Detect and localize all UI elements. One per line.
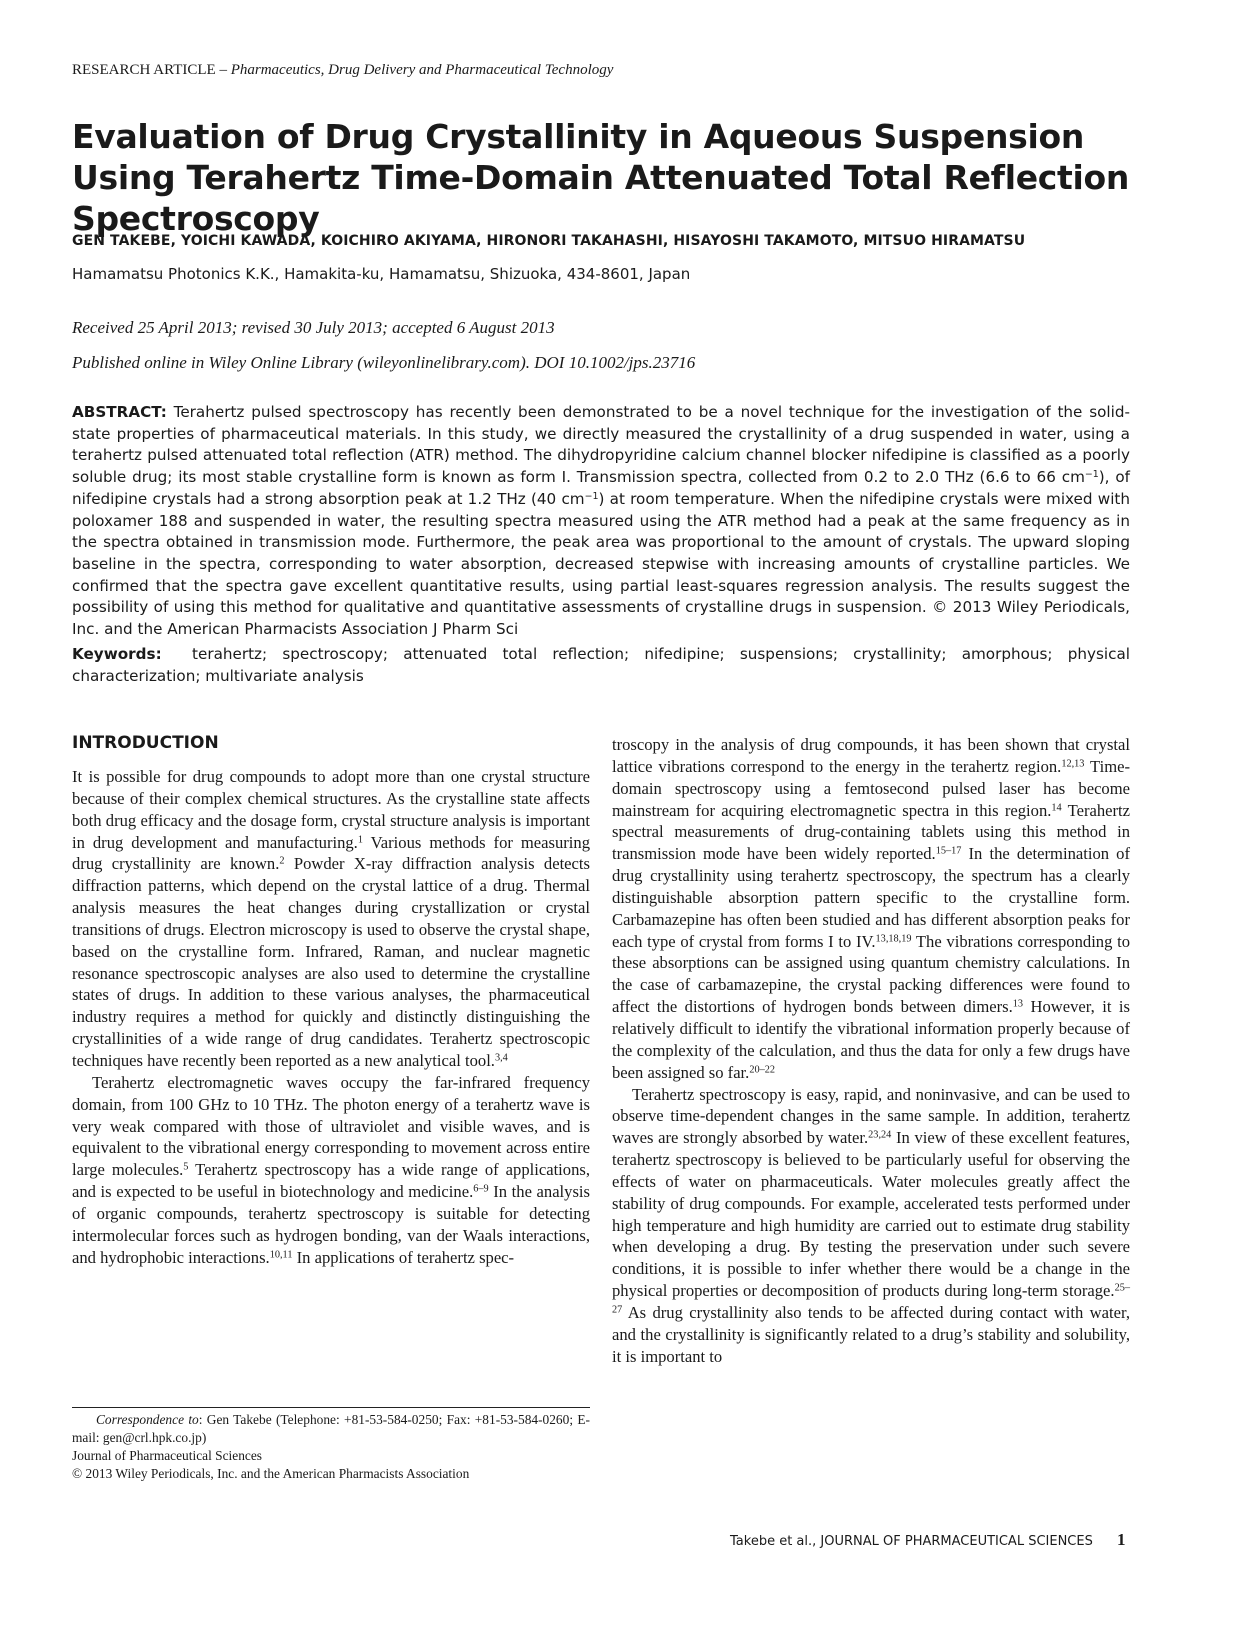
text-run: ) at room temperature. When the nifedipine crystals were mixed with poloxamer 188 and suspended in water, the resulting spectra measured using the ATR method had a peak at the same frequency as in the spectra obtained in transmission mode. Furthermore, the peak area was proportional to the amount of crystals. The upward sloping baseline in the spectra, corresponding to water absorption, decreased stepwise with increasing amounts of crystalline particles. We confirmed that the spectra gave excellent quantitative results, using partial least-squares regression analysis. The results suggest the possibility of using this method for qualitative and quantitative assessments of crystalline drugs in suspension. © 2013 Wiley Periodicals, Inc. and the American Pharmacists Association J Pharm Sci <box>72 489 1130 639</box>
correspondence-footnote <box>72 1411 590 1446</box>
text-run: Terahertz electromagnetic waves occupy the far-infrared frequency domain, from 100 GHz to 10 THz. The photon energy of a terahertz wave is very weak compared with those of ultraviolet and visible waves, and is equivalent to the vibrational energy corresponding to movement across entire large molecules. <box>72 1072 590 1180</box>
keywords-text: terahertz; spectroscopy; attenuated total reflection; nifedipine; suspensions; crystallinity; amorphous; physical characterization; multivariate analysis <box>72 645 1135 685</box>
text-run: In view of these excellent features, terahertz spectroscopy is believed to be particularly useful for observing the effects of water on pharmaceuticals. Water molecules greatly affect the stability of drug compounds. For example, accelerated tests performed under high temperature and high humidity are carried out to estimate drug stability when developing a drug. By testing the preservation under such severe conditions, it is possible to infer whether there would be a change in the physical properties or decomposition of products during long-term storage. <box>612 1128 1130 1301</box>
citation-superscript: 14 <box>1051 801 1062 813</box>
text-run: In the analysis of organic compounds, terahertz spectroscopy is suitable for detecting intermolecular forces such as hydrogen bonding, van der Waals interactions, and hydrophobic interactions. <box>72 1182 590 1267</box>
text-run: ), of nifedipine crystals had a strong absorption peak at 1.2 THz (40 cm <box>72 468 1130 508</box>
abstract-text <box>72 403 1130 638</box>
citation-superscript: 12,13 <box>1061 758 1085 770</box>
article-title: Evaluation of Drug Crystallinity in Aqueous Suspension Using Terahertz Time-Domain Attenuated Total Reflection Spectroscopy <box>72 117 1130 238</box>
journal-info <box>72 1447 469 1482</box>
text-run: As drug crystallinity also tends to be affected during contact with water, and the crystallinity is significantly related to a drug’s stability and solubility, it is important to <box>612 1302 1130 1366</box>
publication-info: Published online in Wiley Online Library (wileyonlinelibrary.com). DOI 10.1002/jps.23716 <box>72 353 696 372</box>
footnote-divider <box>72 1407 590 1408</box>
text-run: However, it is relatively difficult to identify the vibrational information properly because of the complexity of the calculation, and thus the data for only a few drugs have been assigned so far. <box>612 997 1130 1082</box>
keywords-label: Keywords: <box>72 645 162 663</box>
keywords <box>72 644 1135 687</box>
paragraph <box>612 1084 1130 1368</box>
running-head <box>72 62 613 79</box>
citation-superscript: 23,24 <box>868 1129 892 1141</box>
citation-superscript: 1 <box>357 833 363 845</box>
citation-superscript: 3,4 <box>494 1052 508 1064</box>
author-list: GEN TAKEBE, YOICHI KAWADA, KOICHIRO AKIYAMA, HIRONORI TAKAHASHI, HISAYOSHI TAKAMOTO, MITSUO HIRAMATSU <box>72 233 1026 249</box>
citation-superscript: 13,18,19 <box>875 932 912 944</box>
citation-superscript: 20–22 <box>749 1064 776 1075</box>
text-run: In applications of terahertz spec- <box>292 1247 515 1267</box>
journal-name: Journal of Pharmaceutical Sciences <box>72 1448 262 1463</box>
citation-superscript: 15–17 <box>935 845 962 857</box>
citation-superscript: −1 <box>1084 468 1099 480</box>
text-run: Various methods for measuring drug crystallinity are known. <box>72 832 590 874</box>
citation-superscript: 10,11 <box>269 1248 293 1260</box>
paragraph <box>612 734 1130 1084</box>
paragraph <box>72 766 590 1072</box>
received-dates: Received 25 April 2013; revised 30 July 2013; accepted 6 August 2013 <box>72 318 555 337</box>
text-run: troscopy in the analysis of drug compounds, it has been shown that crystal lattice vibrations correspond to the energy in the terahertz region. <box>612 735 1130 776</box>
right-column <box>612 734 1130 1367</box>
paragraph <box>72 1072 590 1269</box>
text-run: It is possible for drug compounds to adopt more than one crystal structure because of their complex chemical structures. As the crystalline state affects both drug efficacy and the dosage form, crystal structure analysis is important in drug development and manufacturing. <box>72 767 590 852</box>
abstract-label: ABSTRACT: <box>72 403 167 421</box>
abstract <box>72 402 1130 641</box>
citation-superscript: 13 <box>1012 998 1024 1010</box>
text-run: Terahertz spectroscopy has a wide range of applications, and is expected to be useful in biotechnology and medicine. <box>72 1160 590 1202</box>
text-run: Time-domain spectroscopy using a femtosecond pulsed laser has become mainstream for acquiring electromagnetic spectra in this region. <box>612 756 1130 820</box>
text-run: The vibrations corresponding to these absorptions can be assigned using quantum chemistry calculations. In the case of carbamazepine, the crystal packing differences were found to affect the distortions of hydrogen bonds between dimers. <box>612 931 1131 1017</box>
citation-superscript: 2 <box>279 855 285 867</box>
left-column <box>72 766 590 1268</box>
section-heading-introduction: INTRODUCTION <box>72 733 219 753</box>
text-run: Terahertz pulsed spectroscopy has recently been demonstrated to be a novel technique for the investigation of the solid-state properties of pharmaceutical materials. In this study, we directly measured the crystallinity of a drug suspended in water, using a terahertz pulsed attenuated total reflection (ATR) method. The dihydropyridine calcium channel blocker nifedipine is classified as a poorly soluble drug; its most stable crystalline form is known as form I. Transmission spectra, collected from 0.2 to 2.0 THz (6.6 to 66 cm <box>72 403 1130 487</box>
citation-superscript: 25–27 <box>612 1282 1130 1316</box>
citation-superscript: 6–9 <box>473 1183 489 1195</box>
text-run: Powder X-ray diffraction analysis detects diffraction patterns, which depend on the crystal lattice of a drug. Thermal analysis measures the heat changes during crystallization or crystal transitions of drugs. Electron microscopy is used to observe the crystal shape, based on the crystalline form. Infrared, Raman, and nuclear magnetic resonance spectroscopic analyses are also used to determine the crystalline states of drugs. In addition to these various analyses, the pharmaceutical industry requires a method for quickly and distinctly distinguishing the crystallinities of a wide range of drug candidates. Terahertz spectroscopic techniques have recently been reported as a new analytical tool. <box>72 854 590 1070</box>
text-run: Terahertz spectroscopy is easy, rapid, and noninvasive, and can be used to observe time-dependent changes in the same sample. In addition, terahertz waves are strongly absorbed by water. <box>612 1084 1130 1148</box>
text-run: In the determination of drug crystallinity using terahertz spectroscopy, the spectrum has a clearly distinguishable absorption pattern specific to the crystalline form. Carbamazepine has often been studied and has different absorption peaks for each type of crystal from forms I to IV. <box>612 844 1131 951</box>
citation-superscript: −1 <box>584 490 599 502</box>
article-section: RESEARCH ARTICLE – <box>72 62 227 78</box>
page-number: 1 <box>1117 1530 1126 1549</box>
correspondence-label: Correspondence to <box>96 1412 199 1427</box>
correspondence-text: : Gen Takebe (Telephone: +81-53-584-0250; Fax: +81-53-584-0260; E-mail: gen@crl.hpk.co.jp) <box>72 1412 590 1445</box>
copyright: © 2013 Wiley Periodicals, Inc. and the American Pharmacists Association <box>72 1465 470 1481</box>
citation-superscript: 5 <box>183 1161 189 1173</box>
article-subject: Pharmaceutics, Drug Delivery and Pharmaceutical Technology <box>230 62 614 78</box>
affiliation: Hamamatsu Photonics K.K., Hamakita-ku, Hamamatsu, Shizuoka, 434-8601, Japan <box>72 265 691 283</box>
running-footer: Takebe et al., JOURNAL OF PHARMACEUTICAL SCIENCES <box>730 1534 1093 1549</box>
text-run: Terahertz spectral measurements of drug-containing tablets using this method in transmission mode have been widely reported. <box>612 800 1130 864</box>
